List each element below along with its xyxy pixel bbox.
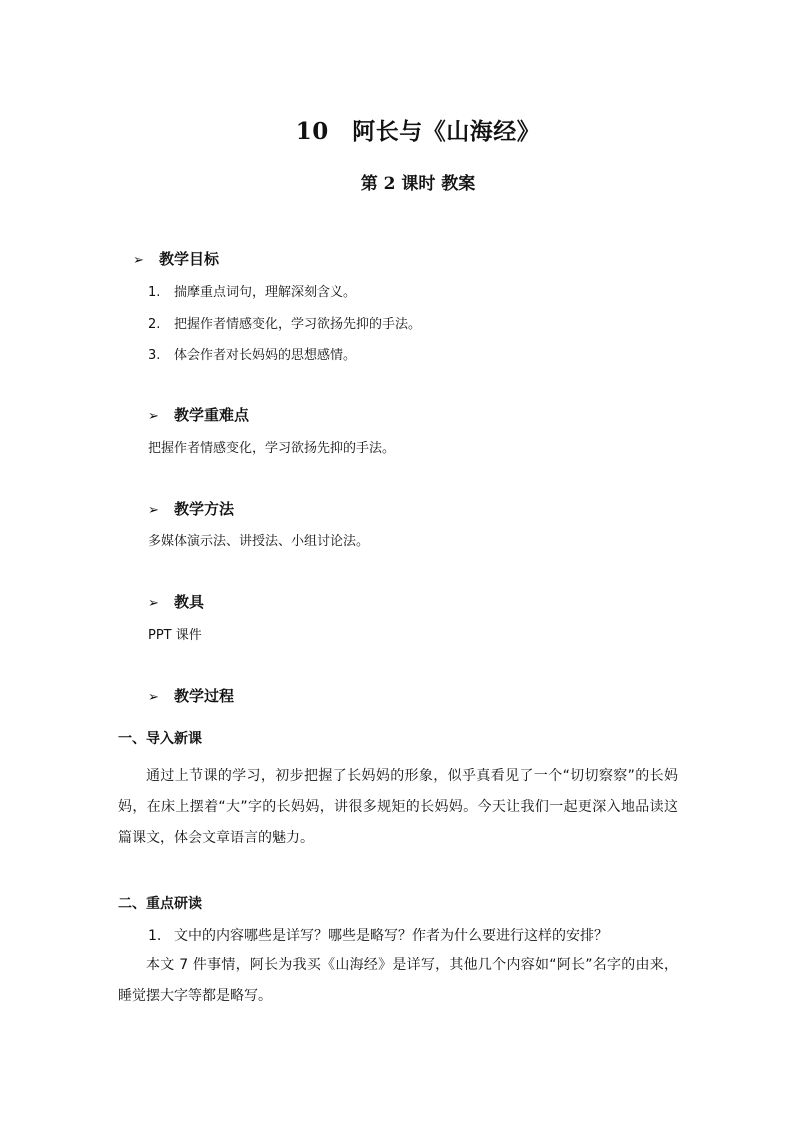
section-heading-objectives (133, 248, 219, 269)
objective-item (148, 313, 421, 332)
list-text: 文中的内容哪些是详写？哪些是略写？作者为什么要进行这样的安排？ (174, 928, 608, 944)
objective-item (148, 281, 356, 300)
section-heading-label: 教学重难点 (174, 406, 250, 424)
list-number: 2. (148, 317, 161, 332)
section-heading-label: 教学方法 (174, 500, 235, 518)
tools-text: PPT 课件 (148, 628, 202, 643)
list-number: 1. (148, 285, 161, 300)
arrow-bullet-icon: ➢ (148, 503, 159, 518)
reading-answer-paragraph: 本文 7 件事情，阿长为我买《山海经》是详写，其他几个内容如“阿长”名字的由来，睡觉摆大字等都是略写。 (118, 957, 678, 1004)
arrow-bullet-icon: ➢ (133, 253, 144, 268)
section-heading-label: 教具 (174, 593, 205, 611)
part-heading-reading: 二、重点研读 (118, 896, 202, 912)
section-heading-label: 教学过程 (174, 687, 235, 705)
section-heading-tools (148, 591, 204, 612)
part-heading-intro: 一、导入新课 (118, 731, 202, 747)
arrow-bullet-icon: ➢ (148, 409, 159, 424)
objective-item (148, 344, 356, 363)
intro-paragraph: 通过上节课的学习，初步把握了长妈妈的形象，似乎真看见了一个“切切察察”的长妈妈，在床上摆着“大”字的长妈妈，讲很多规矩的长妈妈。今天让我们一起更深入地品读这篇课文，体会文章语言的魅力。 (118, 768, 678, 846)
list-number: 3. (148, 348, 161, 363)
section-heading-label: 教学目标 (159, 250, 220, 268)
list-text: 体会作者对长妈妈的思想感情。 (174, 348, 357, 363)
document-subtitle: 第 2 课时 教案 (360, 174, 476, 194)
arrow-bullet-icon: ➢ (148, 596, 159, 611)
list-number: 1. (148, 928, 162, 944)
section-heading-key-points (148, 404, 249, 425)
arrow-bullet-icon: ➢ (148, 690, 159, 705)
reading-question (148, 925, 608, 945)
key-points-text: 把握作者情感变化，学习欲扬先抑的手法。 (148, 441, 396, 456)
list-text: 揣摩重点词句，理解深刻含义。 (174, 285, 357, 300)
methods-text: 多媒体演示法、讲授法、小组讨论法。 (148, 534, 370, 549)
document-title: 10 阿长与《山海经》 (295, 118, 541, 145)
section-heading-methods (148, 498, 234, 519)
section-heading-process (148, 685, 234, 706)
list-text: 把握作者情感变化，学习欲扬先抑的手法。 (174, 317, 422, 332)
